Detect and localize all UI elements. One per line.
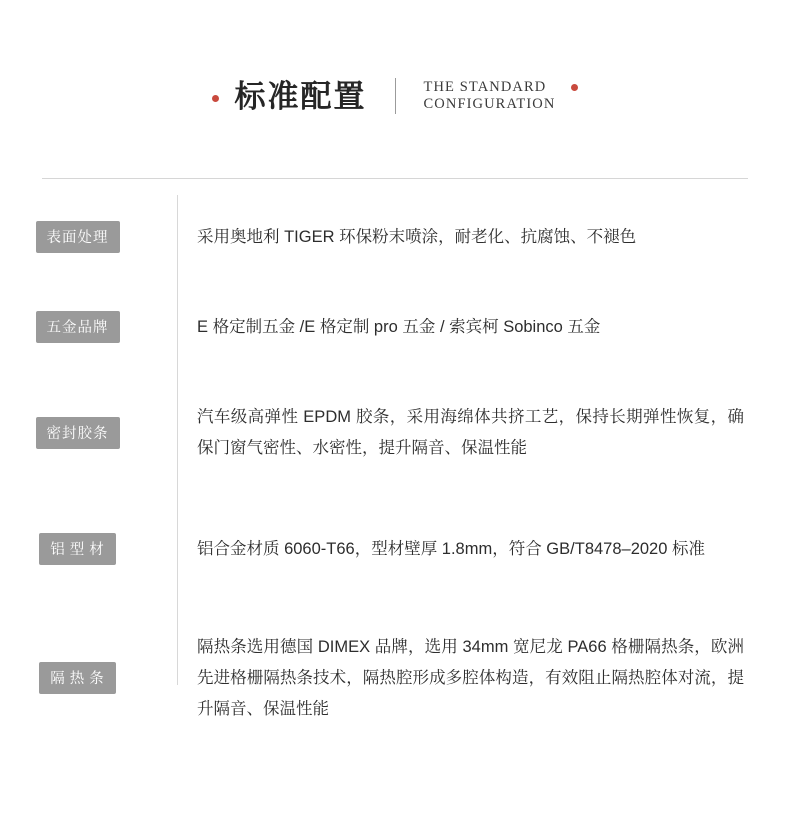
spec-label-cell [0,221,177,253]
spec-text-thermal-break: 隔热条选用德国 DIMEX 品牌，选用 34mm 宽尼龙 PA66 格栅隔热条，欧洲先进格栅隔热条技术，隔热腔形成多腔体构造，有效阻止隔热腔体对流，提升隔音、保温性能 [197,637,744,718]
spec-row [0,375,790,491]
accent-dot-left-icon [212,95,219,102]
spec-text-cell [177,312,790,343]
spec-text-cell [177,632,790,725]
spec-text-cell [177,534,790,565]
page-header [0,78,790,114]
spec-list [0,195,790,749]
spec-text-cell [177,222,790,253]
spec-label-sealing-strip: 密封胶条 [36,417,120,449]
spec-text-cell [177,402,790,464]
spec-label-cell [0,662,177,694]
spec-row [0,279,790,375]
spec-row [0,491,790,607]
spec-label-cell [0,417,177,449]
spec-label-thermal-break: 隔热条 [39,662,116,694]
spec-label-aluminium-profile: 铝型材 [39,533,116,565]
spec-text-surface-treatment: 采用奥地利 TIGER 环保粉末喷涂，耐老化、抗腐蚀、不褪色 [197,227,637,246]
page-title-en [424,79,556,113]
spec-row [0,607,790,749]
spec-label-cell [0,533,177,565]
page-title-cn: 标准配置 [234,78,367,114]
spec-label-hardware-brand: 五金品牌 [36,311,120,343]
accent-dot-right-icon [571,84,578,91]
spec-label-cell [0,311,177,343]
spec-text-sealing-strip: 汽车级高弹性 EPDM 胶条，采用海绵体共挤工艺，保持长期弹性恢复，确保门窗气密性、水密性，提升隔音、保温性能 [197,408,744,457]
title-divider [395,78,396,114]
page-title-en-line1: THE STANDARD [423,79,547,95]
spec-text-hardware-brand: E 格定制五金 /E 格定制 pro 五金 / 索宾柯 Sobinco 五金 [197,317,601,336]
spec-text-aluminium-profile: 铝合金材质 6060-T66，型材壁厚 1.8mm，符合 GB/T8478–2020 标准 [197,539,705,558]
page-title-en-line2: CONFIGURATION [423,96,556,112]
header-separator [42,178,748,179]
spec-label-surface-treatment: 表面处理 [36,221,120,253]
spec-row [0,195,790,279]
